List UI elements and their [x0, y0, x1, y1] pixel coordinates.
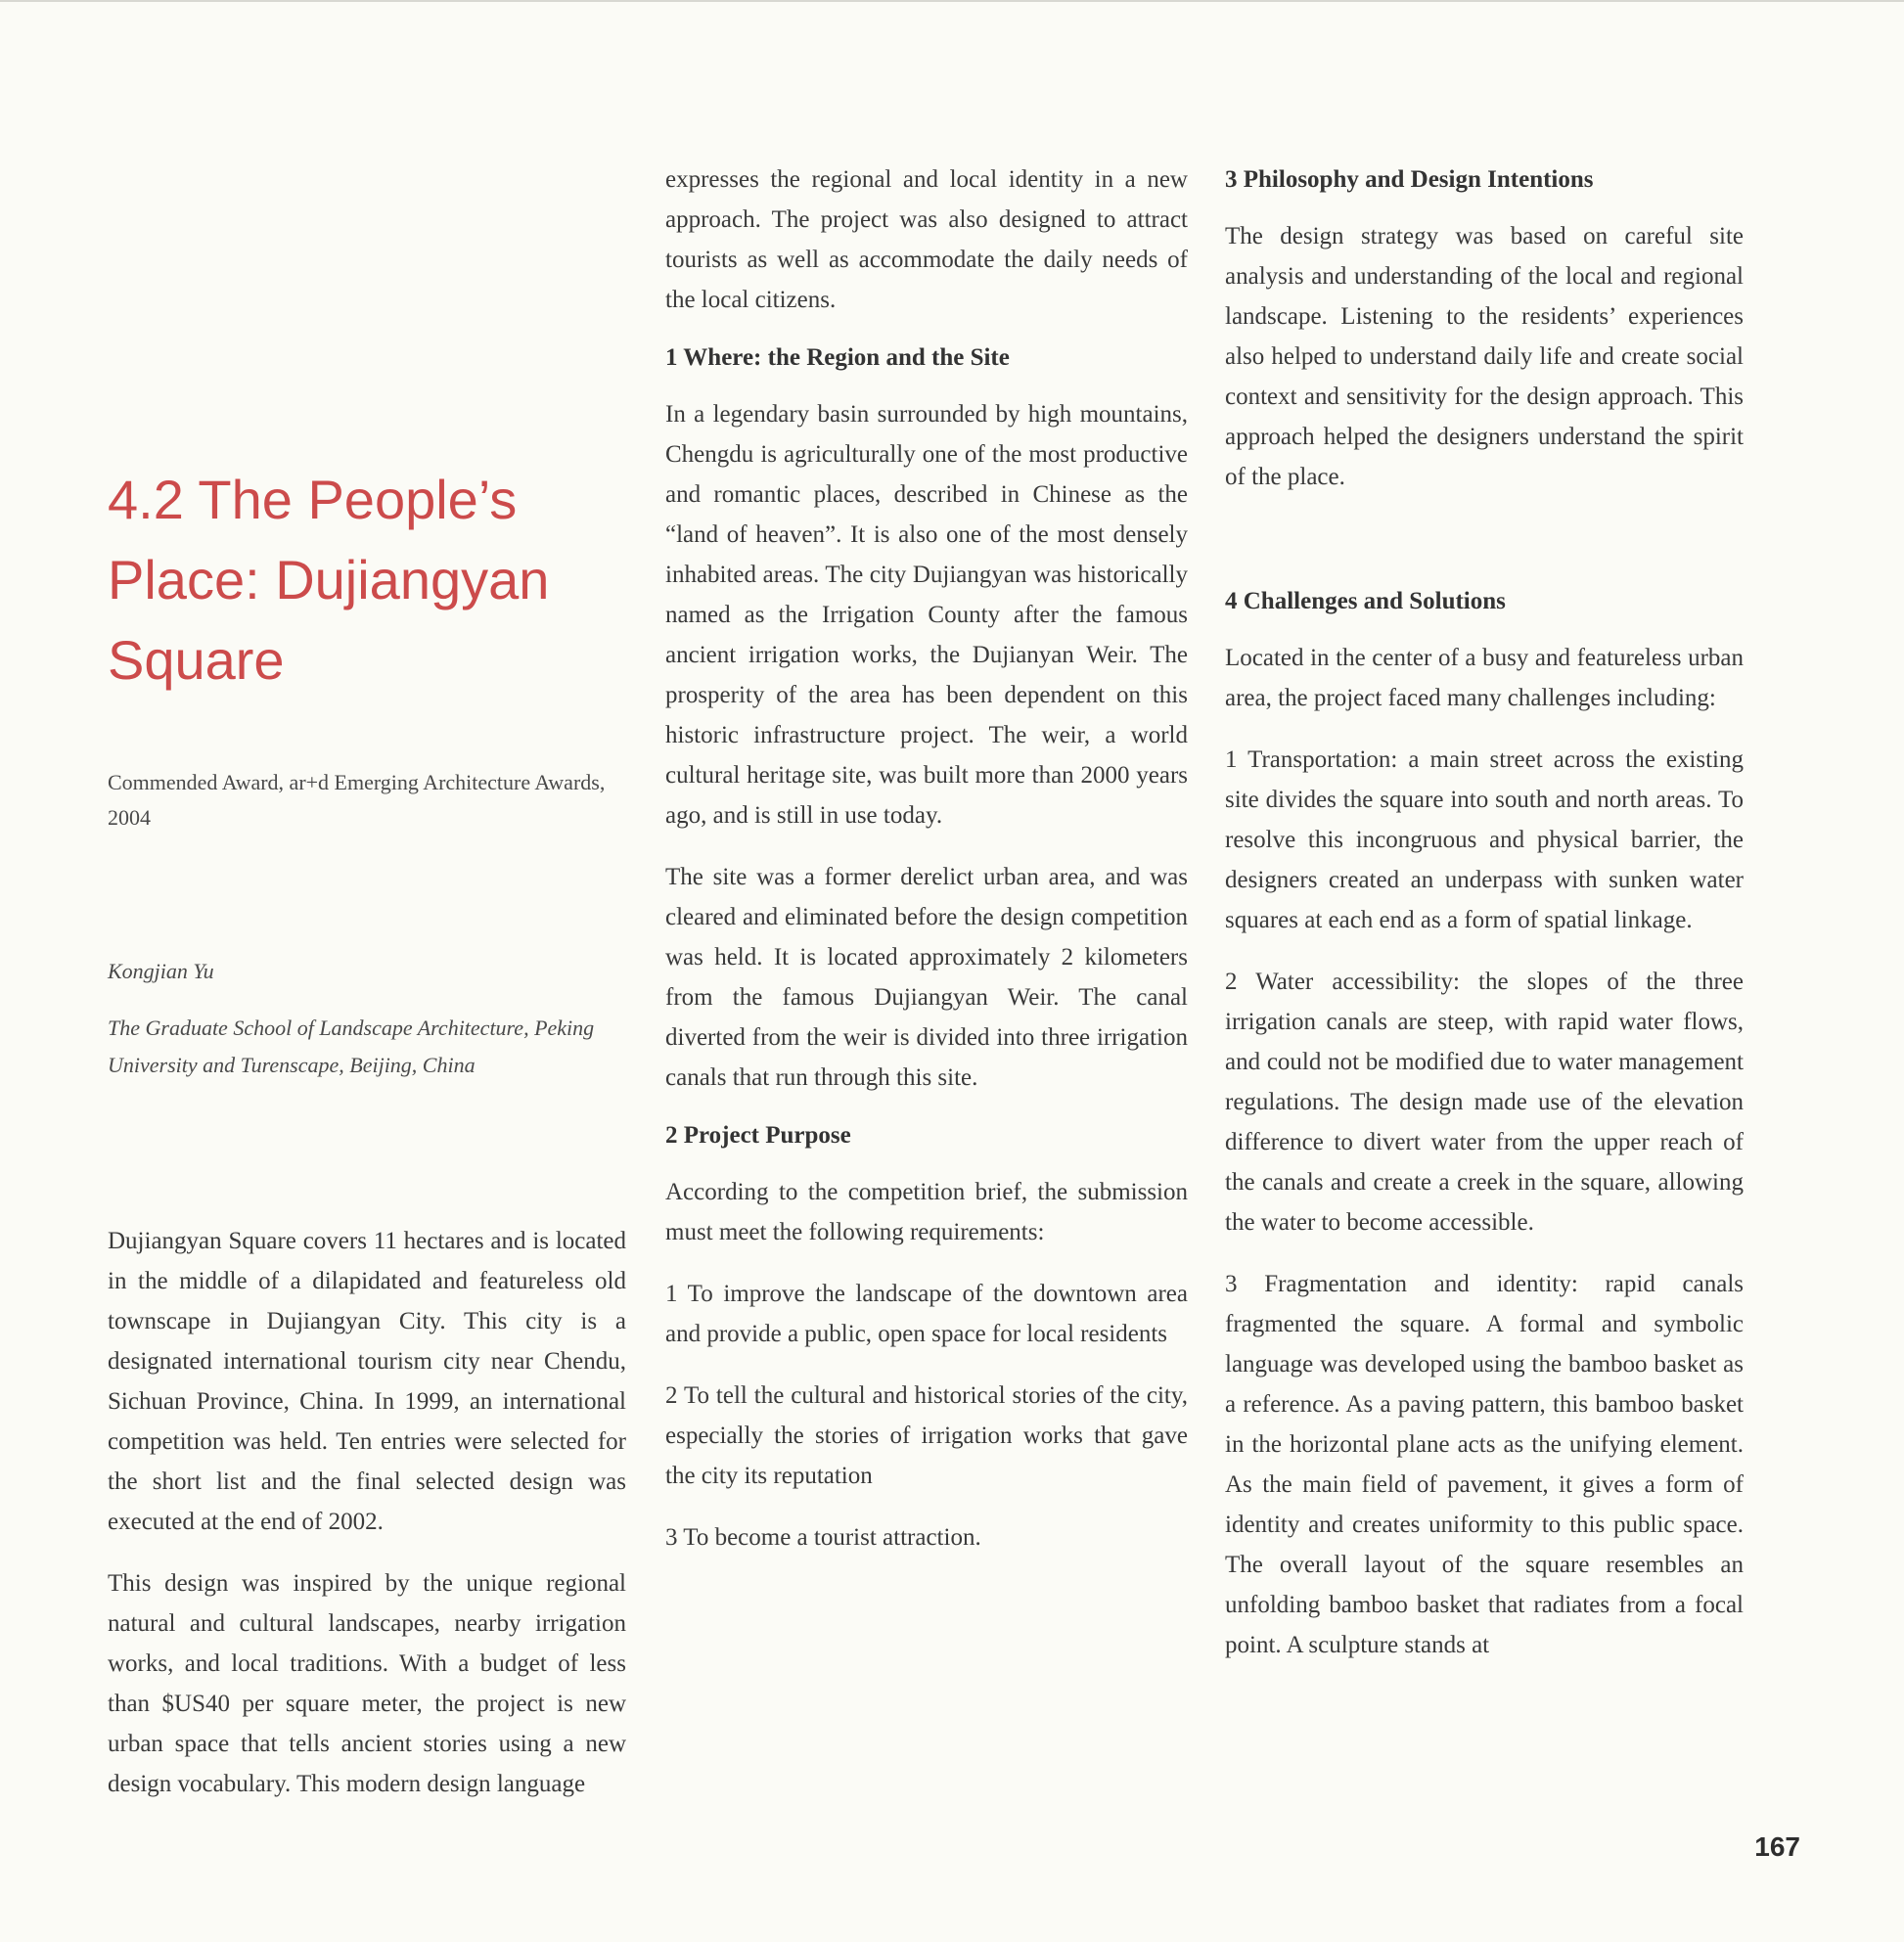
challenge-item: 3 Fragmentation and identity: rapid canals fragmented the square. A formal and symbolic language was developed using the bamboo basket as a reference. As a paving pattern, this bamboo basket in the horizontal plane acts as the unifying element. As the main field of pavement, it gives a form of identity and creates uniformity to this public space. The overall layout of the square resembles an unfolding bamboo basket that radiates from a focal point. A sculpture stands at	[1225, 1271, 1744, 1658]
continuation-paragraph: expresses the regional and local identity in a new approach. The project was also designed to attract tourists as well as accommodate the daily needs of the local citizens.	[665, 166, 1188, 313]
region-paragraph: In a legendary basin surrounded by high mountains, Chengdu is agriculturally one of the most productive and romantic places, described in Chinese as the “land of heaven”. It is also one of the most densely inhabited areas. The city Dujiangyan was historically named as the Irrigation County after the famous ancient irrigation works, the Dujianyan Weir. The prosperity of the area has been dependent on this historic infrastructure project. The weir, a world cultural heritage site, was built more than 2000 years ago, and is still in use today.	[665, 401, 1188, 829]
section-heading-philosophy: 3 Philosophy and Design Intentions	[1225, 166, 1594, 193]
intro-paragraph: Dujiangyan Square covers 11 hectares and is located in the middle of a dilapidated and featureless old townscape in Dujiangyan City. This city is a designated international tourism city near Chendu, Sichuan Province, China. In 1999, an international competition was held. Ten entries were selected for the short list and the final selected design was executed at the end of 2002.	[108, 1228, 626, 1535]
philosophy-paragraph: The design strategy was based on careful site analysis and understanding of the local and regional landscape. Listening to the residents’ experiences also helped to understand daily life and create social context and sensitivity for the design approach. This approach helped the designers understand the spirit of the place.	[1225, 223, 1744, 490]
purpose-item: 3 To become a tourist attraction.	[665, 1524, 981, 1551]
right-column	[1225, 163, 1744, 1687]
middle-column	[665, 159, 1188, 1579]
award-note: Commended Award, ar+d Emerging Architecture Awards, 2004	[108, 770, 606, 830]
article-title: 4.2 The People’s Place: Dujiangyan Square	[108, 469, 550, 691]
challenges-paragraph: Located in the center of a busy and featureless urban area, the project faced many challenges including:	[1225, 645, 1744, 711]
top-border	[0, 0, 1904, 2]
purpose-item: 1 To improve the landscape of the downtown area and provide a public, open space for local residents	[665, 1281, 1188, 1347]
section-spacer	[1225, 519, 1744, 585]
intro-paragraph: This design was inspired by the unique regional natural and cultural landscapes, nearby irrigation works, and local traditions. With a budget of less than $US40 per square meter, the project is new urban space that tells ancient stories using a new design vocabulary. This modern design language	[108, 1570, 626, 1797]
page-number: 167	[1754, 1831, 1800, 1862]
author-affiliation: The Graduate School of Landscape Architecture, Peking University and Turenscape, Beijing, China	[108, 1016, 595, 1077]
challenge-item: 1 Transportation: a main street across the existing site divides the square into south and north areas. To resolve this incongruous and physical barrier, the designers created an underpass with sunken water squares at each end as a form of spatial linkage.	[1225, 746, 1744, 933]
section-heading-challenges: 4 Challenges and Solutions	[1225, 588, 1506, 614]
section-heading-purpose: 2 Project Purpose	[665, 1122, 851, 1149]
region-paragraph: The site was a former derelict urban area, and was cleared and eliminated before the design competition was held. It is located approximately 2 kilometers from the famous Dujiangyan Weir. The canal diverted from the weir is divided into three irrigation canals that run through this site.	[665, 864, 1188, 1091]
section-heading-region: 1 Where: the Region and the Site	[665, 344, 1010, 371]
purpose-paragraph: According to the competition brief, the submission must meet the following requirements:	[665, 1179, 1188, 1245]
author-name: Kongjian Yu	[108, 959, 214, 983]
purpose-item: 2 To tell the cultural and historical stories of the city, especially the stories of irrigation works that gave the city its reputation	[665, 1382, 1188, 1489]
intro-text	[108, 1221, 626, 1826]
challenge-item: 2 Water accessibility: the slopes of the three irrigation canals are steep, with rapid water flows, and could not be modified due to water management regulations. The design made use of the elevation difference to divert water from the upper reach of the canals and create a creek in the square, allowing the water to become accessible.	[1225, 969, 1744, 1236]
